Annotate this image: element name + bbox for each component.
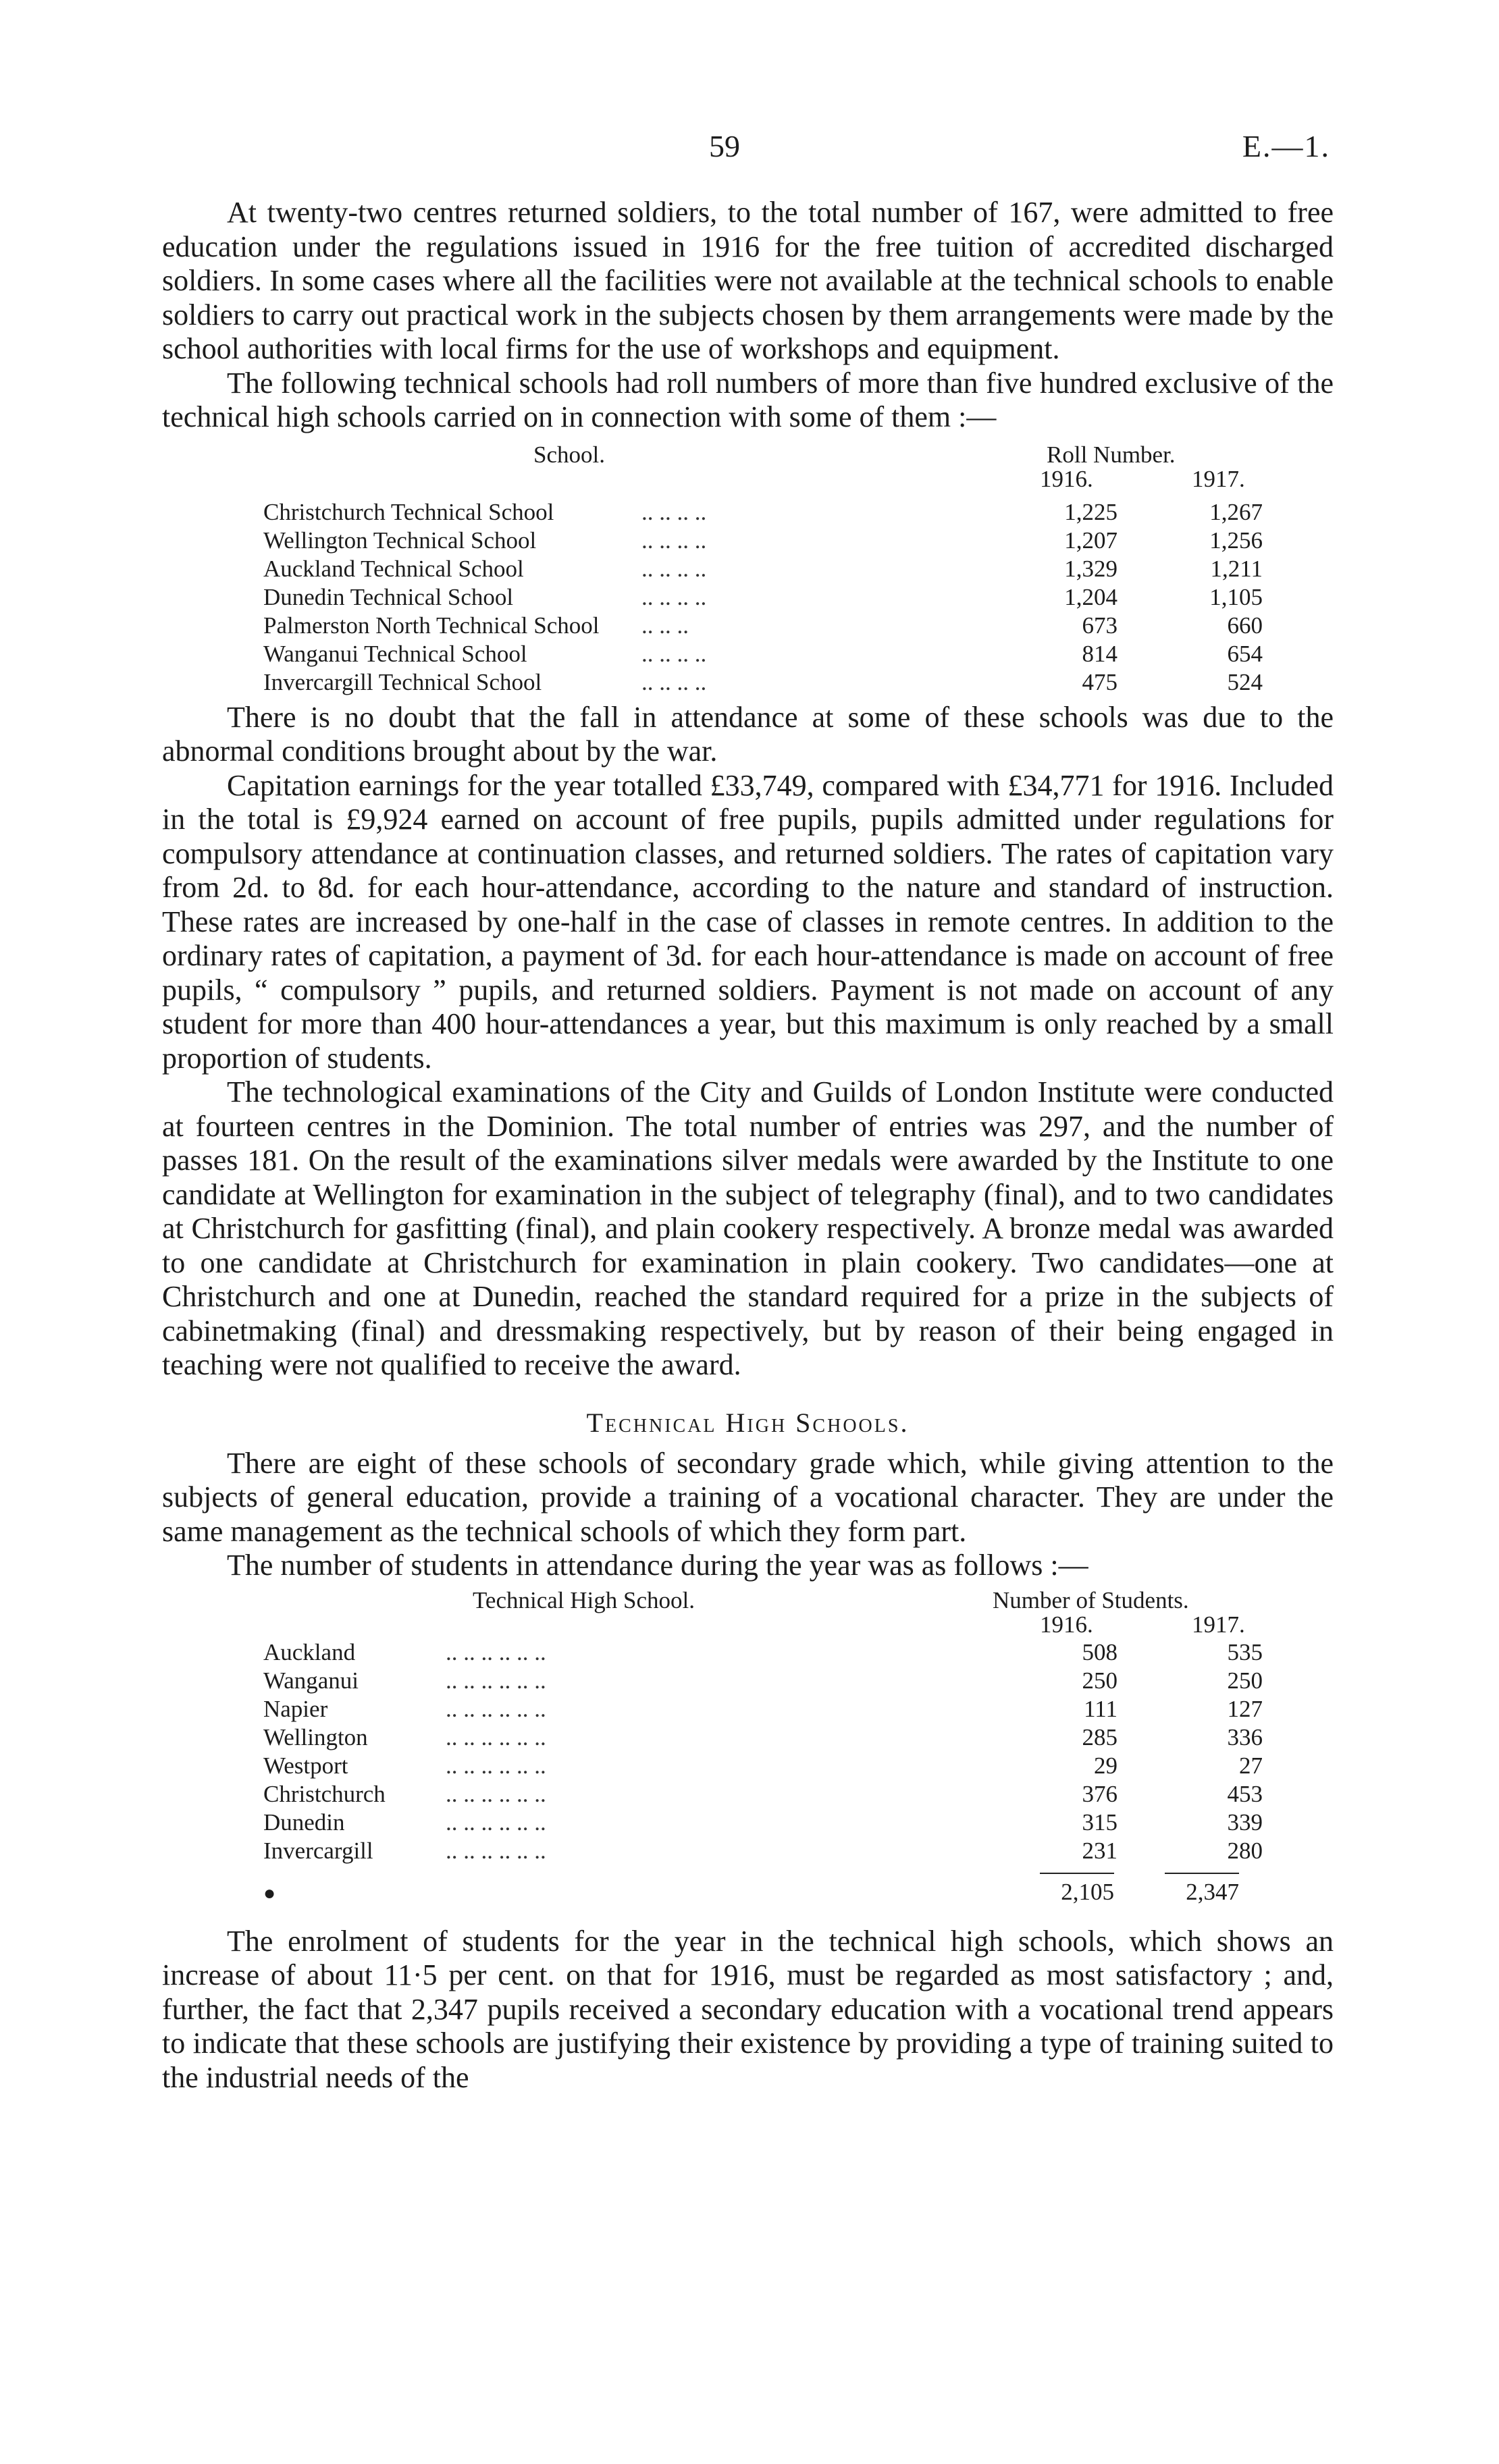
section-heading: Technical High Schools. xyxy=(586,1407,910,1438)
table-row xyxy=(263,1638,1263,1667)
paragraph-technical-high-schools: There are eight of these schools of secondary grade which, while giving attention to the subjects of general education, provide a training of a vocational character. They are under the same management as the technical schools of which they form part. xyxy=(162,1446,1334,1548)
document-body xyxy=(162,196,1334,2095)
paragraph-returned-soldiers: At twenty-two centres returned soldiers, to the total number of 167, were admitted to free education under the regulations issued in 1916 for the free tuition of accredited discharged soldiers. In some cases where all the facilities were not available at the technical schools to enable soldiers to carry out practical work in the subjects chosen by them arrangements were made by the school authorities with local firms for the use of workshops and equipment. xyxy=(162,196,1334,365)
school-name: Invercargill xyxy=(263,1837,373,1864)
school-name: Auckland Technical School xyxy=(263,555,524,582)
value-1917: 660 xyxy=(1227,612,1263,639)
paragraph-capitation: Capitation earnings for the year totalled £33,749, compared with £34,771 for 1916. Included in the total is £9,924 earned on account of free pupils, pupils admitted under regulations for compulsory attendance at continuation classes, and returned soldiers. The rates of capitation vary from 2d. to 8d. for each hour-attendance, according to the nature and standard of instruction. These rates are increased by one-half in the case of classes in remote centres. In addition to the ordinary rates of capitation, a payment of 3d. for each hour-attendance is made on account of free pupils, “ compulsory ” pupils, and returned soldiers. Payment is not made on account of any student for more than 400 hour-attendances a year, but this maximum is only reached by a small proportion of students. xyxy=(162,768,1334,1075)
table-row xyxy=(263,1809,1263,1837)
school-name: Wellington Technical School xyxy=(263,527,537,554)
table-technical-high-schools xyxy=(162,1587,1334,1925)
value-1917: 1,105 xyxy=(1209,583,1263,610)
leader-dots: .. .. .. .. .. .. xyxy=(446,1638,546,1665)
value-1916: 673 xyxy=(1082,612,1117,639)
value-1916: 475 xyxy=(1082,668,1117,695)
value-1916: 1,225 xyxy=(1064,498,1117,525)
paragraph-enrolment: The enrolment of students for the year in the technical high schools, which shows an increase of about 11·5 per cent. on that for 1916, must be regarded as most satisfactory ; and, further, the fact that 2,347 pupils received a secondary education with a vocational trend appears to indicate that these schools are justifying their existence by providing a type of training suited to the industrial needs of the xyxy=(162,1924,1334,2094)
leader-dots: .. .. .. .. xyxy=(641,640,707,667)
school-name: Wanganui Technical School xyxy=(263,640,527,667)
value-1917: 453 xyxy=(1227,1780,1263,1807)
school-name: Dunedin xyxy=(263,1809,345,1836)
leader-dots: .. .. .. .. .. .. xyxy=(446,1837,546,1864)
value-1917: 535 xyxy=(1227,1638,1263,1665)
total-rule-1917 xyxy=(1165,1873,1239,1874)
table-row xyxy=(263,668,1263,697)
value-1917: 250 xyxy=(1227,1667,1263,1694)
school-name: Napier xyxy=(263,1695,328,1722)
value-1917: 1,211 xyxy=(1210,555,1263,582)
paragraph-examinations: The technological examinations of the City and Guilds of London Institute were conducted at fourteen centres in the Dominion. The total number of entries was 297, and the number of passes 181. On the result of the examinations silver medals were awarded by the Institute to one candidate at Wellington for examination in the subject of telegraphy (final), and to two candidates at Christchurch for gasfitting (final), and plain cookery respectively. A bronze medal was awarded to one candidate at Christchurch for examination in plain cookery. Two candidates—one at Christchurch and one at Dunedin, reached the standard required for a prize in the subjects of cabinetmaking (final) and dressmaking respectively, but by reason of their being engaged in teaching were not qualified to receive the award. xyxy=(162,1075,1334,1381)
table-row xyxy=(263,1780,1263,1809)
value-1916: 231 xyxy=(1082,1837,1117,1864)
total-1917: 2,347 xyxy=(1186,1878,1239,1905)
table-row xyxy=(263,1752,1263,1780)
total-1916: 2,105 xyxy=(1061,1878,1114,1905)
value-1916: 814 xyxy=(1082,640,1117,667)
school-name: Wellington xyxy=(263,1723,368,1750)
table-row xyxy=(263,640,1263,668)
leader-dots: .. .. .. .. xyxy=(641,527,707,554)
value-1916: 1,329 xyxy=(1064,555,1117,582)
school-name: Christchurch xyxy=(263,1780,386,1807)
column-header-number-of-students: Number of Students. xyxy=(993,1586,1189,1613)
table-row xyxy=(263,1695,1263,1723)
value-1917: 654 xyxy=(1227,640,1263,667)
leader-dots: .. .. .. .. .. .. xyxy=(446,1809,546,1836)
table-row xyxy=(263,1667,1263,1695)
column-header-1916: 1916. xyxy=(1040,465,1093,492)
table-technical-high-schools-grid xyxy=(263,1638,1263,1865)
table-technical-schools-grid xyxy=(263,498,1263,697)
value-1916: 376 xyxy=(1082,1780,1117,1807)
table-technical-schools xyxy=(162,441,1334,701)
value-1917: 27 xyxy=(1239,1752,1263,1779)
total-rule-1916 xyxy=(1040,1873,1114,1874)
school-name: Wanganui xyxy=(263,1667,359,1694)
table-row xyxy=(263,1837,1263,1865)
value-1916: 315 xyxy=(1082,1809,1117,1836)
school-name: Dunedin Technical School xyxy=(263,583,514,610)
school-name: Invercargill Technical School xyxy=(263,668,542,695)
leader-dots: .. .. .. .. .. .. xyxy=(446,1723,546,1750)
leader-dots: .. .. .. .. .. .. xyxy=(446,1695,546,1722)
value-1916: 250 xyxy=(1082,1667,1117,1694)
leader-dots: .. .. .. .. xyxy=(641,668,707,695)
table-row xyxy=(263,583,1263,612)
document-reference: E.—1. xyxy=(1242,129,1330,163)
value-1916: 1,207 xyxy=(1064,527,1117,554)
column-header-technical-high-school: Technical High School. xyxy=(473,1586,695,1613)
school-name: Auckland xyxy=(263,1638,356,1665)
value-1917: 280 xyxy=(1227,1837,1263,1864)
paragraph-roll-intro: The following technical schools had roll numbers of more than five hundred exclusive of the technical high schools carried on in connection with some of them :— xyxy=(162,366,1334,433)
bullet-mark: ● xyxy=(263,1881,276,1904)
table-row xyxy=(263,498,1263,527)
leader-dots: .. .. .. .. .. .. xyxy=(446,1752,546,1779)
table-row xyxy=(263,1723,1263,1752)
leader-dots: .. .. .. .. xyxy=(641,583,707,610)
value-1916: 29 xyxy=(1094,1752,1117,1779)
value-1917: 524 xyxy=(1227,668,1263,695)
paragraph-fall-attendance: There is no doubt that the fall in attendance at some of these schools was due to the abnormal conditions brought about by the war. xyxy=(162,700,1334,768)
column-header-roll-number: Roll Number. xyxy=(1047,441,1176,468)
page-number: 59 xyxy=(709,129,740,163)
leader-dots: .. .. .. .. .. .. xyxy=(446,1780,546,1807)
value-1916: 508 xyxy=(1082,1638,1117,1665)
value-1916: 1,204 xyxy=(1064,583,1117,610)
value-1916: 285 xyxy=(1082,1723,1117,1750)
column-header-school: School. xyxy=(533,441,605,468)
school-name: Christchurch Technical School xyxy=(263,498,554,525)
column-header-1916: 1916. xyxy=(1040,1611,1093,1638)
value-1917: 336 xyxy=(1227,1723,1263,1750)
value-1917: 339 xyxy=(1227,1809,1263,1836)
school-name: Palmerston North Technical School xyxy=(263,612,600,639)
table-row xyxy=(263,527,1263,555)
column-header-1917: 1917. xyxy=(1192,1611,1245,1638)
leader-dots: .. .. .. .. xyxy=(641,555,707,582)
value-1916: 111 xyxy=(1084,1695,1117,1722)
table-row xyxy=(263,555,1263,583)
leader-dots: .. .. .. .. .. .. xyxy=(446,1667,546,1694)
value-1917: 1,256 xyxy=(1209,527,1263,554)
school-name: Westport xyxy=(263,1752,348,1779)
value-1917: 1,267 xyxy=(1209,498,1263,525)
paragraph-students-intro: The number of students in attendance during the year was as follows :— xyxy=(227,1549,1088,1582)
table-row xyxy=(263,612,1263,640)
value-1917: 127 xyxy=(1227,1695,1263,1722)
leader-dots: .. .. .. .. xyxy=(641,498,707,525)
leader-dots: .. .. .. xyxy=(641,612,689,639)
column-header-1917: 1917. xyxy=(1192,465,1245,492)
